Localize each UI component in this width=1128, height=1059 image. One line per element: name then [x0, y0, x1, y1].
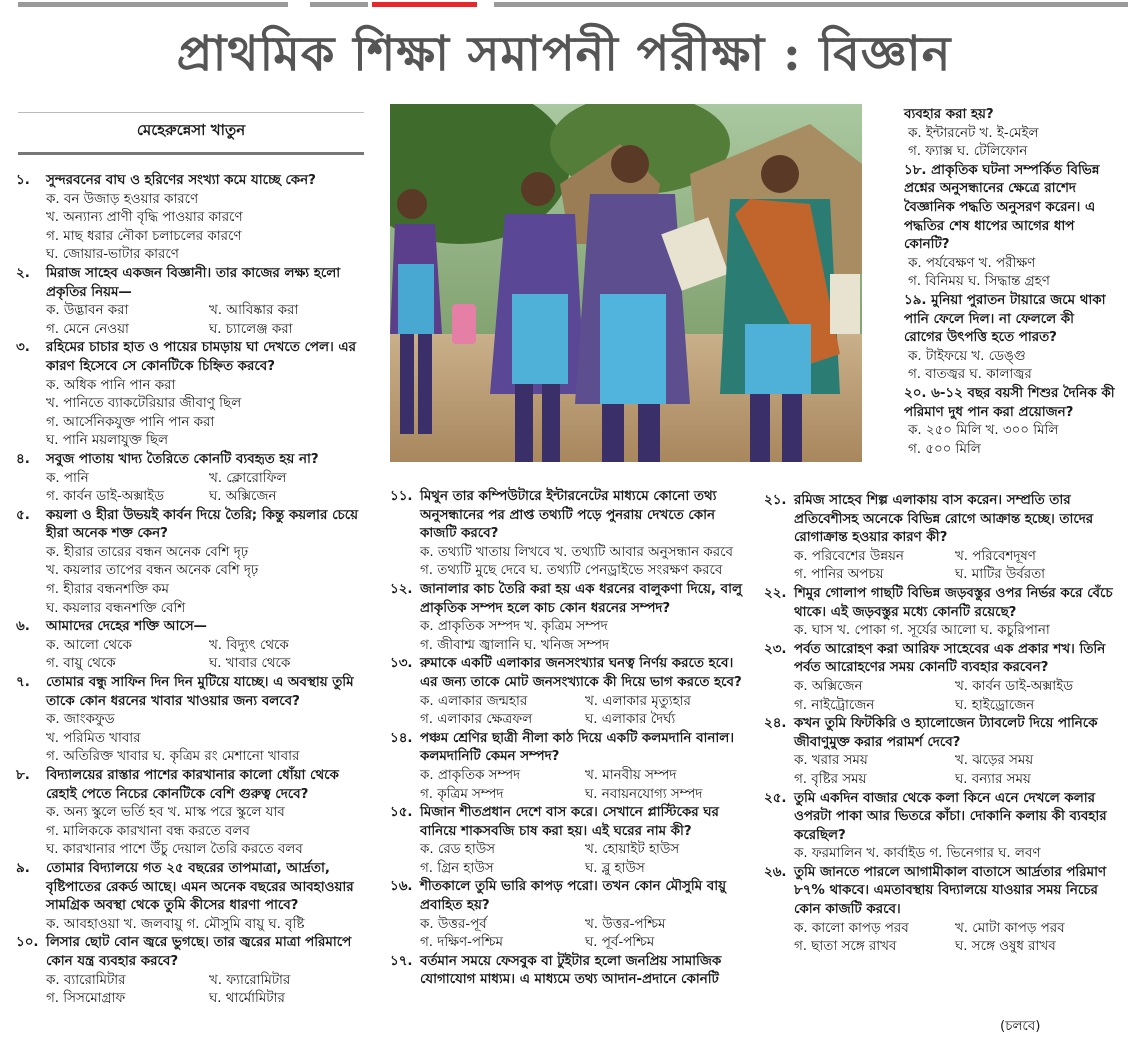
photo-illustration	[390, 104, 862, 462]
question-number: ১১.	[390, 489, 413, 504]
option-row	[794, 938, 1116, 957]
question-item	[764, 715, 1116, 789]
answer-option: ঘ. পানি ময়লাযুক্ত ছিল	[46, 433, 168, 449]
question-number: ১.	[16, 173, 30, 188]
answer-options	[904, 348, 1116, 385]
answer-option: ক. উত্তর-পূর্ব	[420, 916, 487, 932]
question-text	[16, 860, 372, 916]
answer-option: গ. জীবাশ্ম জ্বালানি ঘ. খনিজ সম্পদ	[420, 637, 610, 653]
answer-option: গ. মাছ ধরার নৌকা চলাচলের কারণে	[46, 228, 242, 244]
answer-option: ক. পানি	[46, 470, 89, 486]
answer-option: গ. বাতজ্বর ঘ. কালাজ্বর	[908, 367, 1032, 383]
question-stem: তোমার বিদ্যালয়ে গত ২৫ বছরের তাপমাত্রা, আর্দ্রতা, বৃষ্টিপাতের রেকর্ড আছে। এমন অনেক বছরের আবহাওয়ার সামগ্রিক অবস্থা থেকে তুমি কীসের ধারণা পাবে?	[46, 860, 354, 914]
question-stem: তোমার বন্ধু সাফিন দিন দিন মুটিয়ে যাচ্ছে। এ অবস্থায় তুমি তাকে কোন ধরনের খাবার খাওয়ার জন্য বলবে?	[46, 675, 354, 709]
question-stem: সবুজ পাতায় খাদ্য তৈরিতে কোনটি ব্যবহৃত হয় না?	[46, 451, 319, 467]
column-1	[16, 172, 372, 1009]
option-row	[420, 841, 750, 860]
question-text	[764, 790, 1116, 846]
answer-option: ঘ. চ্যালেঞ্জ করা	[209, 321, 293, 337]
question-number: ১৩.	[390, 656, 413, 672]
question-item	[390, 488, 750, 581]
question-item	[16, 767, 372, 860]
answer-option: ক. আলো থেকে	[46, 637, 132, 653]
top-bar-gray-left	[18, 2, 288, 7]
question-number: ২৫.	[764, 790, 787, 806]
answer-options	[16, 804, 372, 860]
headline: প্রাথমিক শিক্ষা সমাপনী পরীক্ষা : বিজ্ঞান	[176, 26, 952, 82]
answer-option: ক. টাইফয়ে খ. ডেঙ্গু	[908, 348, 1026, 364]
option-row	[794, 566, 1116, 585]
answer-option: ক. পরিবেশের উন্নয়ন	[794, 548, 904, 564]
answer-options	[16, 711, 372, 767]
answer-option: খ. ঝড়ের সময়	[955, 753, 1034, 769]
question-number: ৮.	[16, 768, 30, 783]
answer-options	[16, 972, 372, 1009]
question-text	[764, 715, 1116, 752]
answer-options	[16, 637, 372, 674]
answer-option: গ. দক্ষিণ-পশ্চিম	[420, 935, 503, 951]
question-item	[764, 641, 1116, 715]
question-stem: তুমি একদিন বাজার থেকে কলা কিনে এনে দেখলে কলার ওপরটা পাকা আর ভিতরে কাঁচা। দোকানি কলায় কী ব্যবহার করেছিল?	[794, 790, 1107, 843]
question-item	[16, 451, 372, 507]
answer-option: গ. গ্রিন হাউস	[420, 860, 494, 876]
option-row	[420, 767, 750, 786]
answer-options	[16, 302, 372, 339]
question-text	[904, 292, 1116, 348]
question-stem: মিজান শীতপ্রধান দেশে বাস করে। সেখানে প্লাস্টিকের ঘর বানিয়ে শাকসবজি চাষ করা হয়। এই ঘরের নাম কী?	[420, 805, 719, 839]
option-row	[420, 934, 750, 953]
question-stem: ৬-১২ বছর বয়সী শিশুর দৈনিক কী পরিমাণ দুধ পান করা প্রয়োজন?	[904, 385, 1115, 420]
question-stem: মুনিয়া পুরাতন টায়ারে জমে থাকা পানি ফেলে দিল। না ফেললে কী রোগের উৎপত্তি হতে পারত?	[904, 292, 1106, 346]
question-continuation: ব্যবহার করা হয়?	[904, 107, 994, 122]
option-row	[420, 693, 750, 712]
question-item	[904, 162, 1116, 292]
question-text	[764, 641, 1116, 678]
question-item	[764, 864, 1116, 957]
question-stem: পর্বত আরোহণ করা আরিফ সাহেবের এক প্রকার শখ। তিনি পর্বত আরোহণের সময় কোনটি ব্যবহার করবেন?	[794, 641, 1106, 676]
question-stem: রহিমের চাচার হাত ও পায়ের চামড়ায় ঘা দেখতে পেল। এর কারণ হিসেবে সে কোনটিকে চিহ্নিত করবে?	[46, 340, 356, 374]
answer-option: ক. রেড হাউস	[420, 842, 495, 858]
question-text	[390, 581, 750, 618]
question-number: ২৩.	[764, 641, 787, 657]
answer-option: গ. আর্সেনিকযুক্ত পানি পান করা	[46, 414, 215, 430]
answer-option: ঘ. বন্যার সময়	[955, 771, 1031, 787]
question-text	[764, 864, 1116, 920]
answer-option: খ. মোটা কাপড় পরব	[955, 920, 1065, 936]
answer-option: ক. ব্যারোমিটার	[46, 972, 126, 988]
question-text	[764, 492, 1116, 548]
answer-option: গ. এলাকার ক্ষেত্রফল	[420, 712, 533, 728]
question-text	[390, 953, 750, 990]
question-number: ২৪.	[764, 716, 787, 732]
answer-option: গ. বিনিময় ঘ. সিদ্ধান্ত গ্রহণ	[908, 274, 1050, 290]
option-row	[420, 916, 750, 935]
answer-option: খ. পরিমিত খাবার	[46, 730, 141, 746]
answer-options	[904, 422, 1116, 459]
question-text	[16, 674, 372, 711]
answer-option: ঘ. মাটির উর্বরতা	[955, 567, 1046, 583]
question-item	[390, 655, 750, 729]
question-item	[764, 585, 1116, 641]
question-number: ৬.	[16, 619, 30, 635]
answer-option: ক. ২৫০ মিলি খ. ৩০০ মিলি	[908, 423, 1059, 439]
question-stem: জানালার কাচ তৈরি করা হয় এক ধরনের বালুকণা দিয়ে, বালু প্রাকৃতিক সম্পদ হলে কাচ কোন ধরনের সম্পদ?	[420, 581, 742, 616]
question-stem: রুমাকে একটি এলাকার জনসংখ্যার ঘনত্ব নির্ণয় করতে হবে। এর জন্য তাকে মোট জনসংখ্যাকে কী দিয়ে ভাগ করতে হবে?	[420, 656, 742, 690]
question-item	[904, 385, 1116, 459]
answer-option: ঘ. খাবার থেকে	[209, 656, 291, 672]
answer-options	[764, 548, 1116, 585]
question-stem: রমিজ সাহেব শিল্প এলাকায় বাস করেন। সম্প্রতি তার প্রতিবেশীসহ অনেকে বিভিন্ন রোগে আক্রান্ত হচ্ছে। তাদের রোগাক্রান্ত হওয়ার কারণ কী?	[794, 493, 1094, 546]
question-item	[390, 804, 750, 878]
option-row	[46, 972, 372, 991]
answer-option: ঘ. থার্মোমিটার	[209, 991, 285, 1007]
option-row	[794, 920, 1116, 939]
option-row	[46, 488, 372, 507]
question-item	[390, 878, 750, 952]
answer-option: ক. কালো কাপড় পরব	[794, 920, 909, 936]
question-stem: শীতকালে তুমি ভারি কাপড় পরো। তখন কোন মৌসুমি বায়ু প্রবাহিত হয়?	[420, 879, 727, 914]
option-row	[46, 655, 372, 674]
answer-option: ঘ. এলাকার দৈর্ঘ্য	[585, 712, 676, 728]
answer-option: ক. প্রাকৃতিক সম্পদ	[420, 767, 521, 783]
answer-option: খ. ক্লোরোফিল	[209, 470, 287, 486]
question-text	[764, 585, 1116, 622]
question-number: ৫.	[16, 507, 30, 523]
answer-option: খ. পানিতে ব্যাকটেরিয়ার জীবাণু ছিল	[46, 396, 242, 412]
option-row	[420, 711, 750, 730]
answer-option: ক. তথ্যটি খাতায় লিখবে খ. তথ্যটি আবার অনুসন্ধান করবে	[420, 544, 733, 560]
answer-option: গ. মেনে নেওয়া	[46, 321, 129, 337]
question-text	[904, 385, 1116, 422]
column-3-top	[904, 106, 1116, 459]
answer-options	[390, 618, 750, 655]
option-row	[794, 697, 1116, 716]
answer-option: ক. ঘাস খ. পোকা গ. সূর্যের আলো ঘ. কচুরিপানা	[794, 623, 1050, 639]
question-text	[390, 488, 750, 544]
answer-option: গ. কার্বন ডাই-অক্সাইড	[46, 489, 164, 505]
answer-options	[16, 377, 372, 451]
question-text	[390, 655, 750, 692]
question-stem: প্রাকৃতিক ঘটনা সম্পর্কিত বিভিন্ন প্রশ্নের অনুসন্ধানের ক্ষেত্রে রাশেদ বৈজ্ঞানিক পদ্ধতি অনুসরণ করেন। এ পদ্ধতির শেষ ধাপের আগের ধাপ কোনটি?	[904, 162, 1100, 253]
author-byline: মেহেরুন্নেসা খাতুন	[18, 112, 364, 155]
answer-option: ক. অক্সিজেন	[794, 678, 863, 694]
answer-option: গ. ছাতা সঙ্গে রাখব	[794, 939, 897, 955]
photo-schoolgirls	[390, 104, 862, 462]
answer-option: ক. আবহাওয়া খ. জলবায়ু গ. মৌসুমি বায়ু ঘ. বৃষ্টি	[46, 916, 305, 932]
option-row	[794, 548, 1116, 567]
answer-option: ঘ. জোয়ার-ভাটার কারণে	[46, 247, 179, 263]
question-text	[390, 730, 750, 767]
answer-options	[16, 470, 372, 507]
answer-options	[390, 544, 750, 581]
question-stem: পঞ্চম শ্রেণির ছাত্রী নীলা কাঠ দিয়ে একটি কলমদানি বানাল। কলমদানিটি কেমন সম্পদ?	[420, 730, 735, 765]
answer-option: ক. পর্যবেক্ষণ খ. পরীক্ষণ	[908, 255, 1036, 271]
top-color-bar	[0, 0, 1128, 8]
option-row	[794, 678, 1116, 697]
answer-option: ক. উদ্ভাবন করা	[46, 303, 129, 319]
answer-option: ঘ. অক্সিজেন	[209, 489, 277, 505]
question-item	[764, 790, 1116, 864]
option-row	[46, 302, 372, 321]
answer-option: খ. পরিবেশদূষণ	[955, 548, 1036, 564]
question-number: ২২.	[764, 585, 787, 601]
answer-option: গ. ফ্যাক্স ঘ. টেলিফোন	[908, 144, 1028, 160]
question-number: ১৯.	[904, 292, 932, 308]
answer-option: ক. এলাকার জন্মহার	[420, 693, 528, 709]
question-item	[390, 581, 750, 655]
answer-option: ঘ. সঙ্গে ওষুধ রাখব	[955, 939, 1056, 955]
question-number: ১৫.	[390, 805, 413, 821]
question-stem: শিমুর গোলাপ গাছটি বিভিন্ন জড়বস্তুর ওপর নির্ভর করে বেঁচে থাকে। এই জড়বস্তুর মধ্যে কোনটি রয়েছে?	[794, 585, 1113, 620]
question-stem: লিসার ছোট বোন জ্বরে ভুগছে। তার জ্বরের মাত্রা পরিমাপে কোন যন্ত্র ব্যবহার করবে?	[46, 935, 352, 969]
answer-options	[764, 622, 1116, 641]
question-item	[904, 292, 1116, 385]
answer-option: গ. হীরার বন্ধনশক্তি কম	[46, 582, 169, 598]
question-text	[16, 451, 372, 470]
question-number: ৪.	[16, 451, 30, 467]
question-item	[16, 860, 372, 934]
answer-option: খ. অন্যান্য প্রাণী বৃদ্ধি পাওয়ার কারণে	[46, 210, 243, 226]
option-row	[46, 321, 372, 340]
option-row	[794, 752, 1116, 771]
answer-option: গ. সিসমোগ্রাফ	[46, 991, 126, 1007]
answer-options	[904, 255, 1116, 292]
question-item	[16, 507, 372, 619]
answer-option: গ. অতিরিক্ত খাবার ঘ. কৃত্রিম রং মেশানো খাবার	[46, 749, 300, 765]
answer-option: খ. আবিষ্কার করা	[209, 303, 299, 319]
answer-option: ক. অধিক পানি পান করা	[46, 377, 176, 393]
answer-option: খ. এলাকার মৃত্যুহার	[585, 693, 691, 709]
answer-option: ক. জাংকফুড	[46, 712, 115, 728]
question-item	[16, 172, 372, 265]
question-item	[16, 674, 372, 767]
question-item	[16, 618, 372, 674]
question-stem: কয়লা ও হীরা উভয়ই কার্বন দিয়ে তৈরি; কিন্তু কয়লার চেয়ে হীরা অনেক শক্ত কেন?	[46, 507, 358, 542]
question-number: ২০.	[904, 385, 932, 401]
column-3	[764, 492, 1116, 957]
answer-option: খ. মানবীয় সম্পদ	[585, 767, 677, 783]
answer-option: ক. বন উজাড় হওয়ার কারণে	[46, 191, 199, 207]
answer-option: গ. মালিককে কারখানা বন্ধ করতে বলব	[46, 823, 250, 839]
answer-option: খ. কার্বন ডাই-অক্সাইড	[955, 678, 1073, 694]
answer-option: ঘ. কয়লার বন্ধনশক্তি বেশি	[46, 600, 186, 616]
question-text	[16, 618, 372, 637]
question-item	[16, 339, 372, 451]
question-stem: আমাদের দেহের শক্তি আসে—	[46, 619, 207, 635]
answer-option: গ. বৃষ্টির সময়	[794, 771, 867, 787]
question-number: ৭.	[16, 675, 30, 691]
option-row	[46, 990, 372, 1009]
question-number: ১৮.	[904, 162, 932, 178]
question-number: ১৬.	[390, 879, 413, 895]
answer-option: ঘ. ব্লু হাউস	[585, 860, 645, 876]
question-item	[16, 934, 372, 1008]
answer-options	[764, 845, 1116, 864]
answer-option: ঘ. পূর্ব-পশ্চিম	[585, 935, 655, 951]
answer-option: গ. ৫০০ মিলি	[908, 441, 981, 457]
answer-options	[390, 693, 750, 730]
question-stem: তুমি জানতে পারলে আগামীকাল বাতাসে আর্দ্রতার পরিমাণ ৮৭% থাকবে। এমতাবস্থায় বিদ্যালয়ে যাওয়ার সময় নিচের কোন কাজটি করবে।	[794, 864, 1107, 918]
question-stem: কখন তুমি ফিটকিরি ও হ্যালোজেন ট্যাবলেট দিয়ে পানিকে জীবাণুমুক্ত করার পরামর্শ দেবে?	[794, 716, 1098, 750]
answer-option: খ. বিদ্যুৎ থেকে	[209, 637, 289, 653]
question-stem: মিরাজ সাহেব একজন বিজ্ঞানী। তার কাজের লক্ষ্য হলো প্রকৃতির নিয়ম—	[46, 265, 341, 300]
answer-option: ক. ফরমালিন খ. কার্বাইড গ. ভিনেগার ঘ. লবণ	[794, 846, 1041, 862]
option-row	[46, 637, 372, 656]
question-number: ১২.	[390, 581, 413, 597]
top-bar-red	[372, 2, 477, 7]
question-stem: বিদ্যালয়ের রাস্তার পাশের কারখানার কালো ধোঁয়া থেকে রেহাই পেতে নিচের কোনটিকে বেশি গুরুত্ব দেবে?	[46, 768, 339, 802]
answer-option: খ. উত্তর-পশ্চিম	[585, 916, 666, 932]
question-item	[764, 492, 1116, 585]
option-row	[46, 470, 372, 489]
question-text	[16, 172, 372, 191]
top-bar-gray-mid	[310, 2, 368, 7]
answer-option: ক. ইন্টারনেট খ. ই-মেইল	[908, 125, 1039, 141]
answer-option: ঘ. হাইড্রোজেন	[955, 697, 1035, 713]
answer-option: খ. কয়লার তাপের বন্ধন অনেক বেশি দৃঢ়	[46, 563, 259, 579]
question-number: ১৭.	[390, 953, 413, 969]
answer-option: খ. হোয়াইট হাউস	[585, 842, 680, 858]
answer-option: গ. কৃত্রিম সম্পদ	[420, 786, 504, 802]
option-row	[420, 860, 750, 879]
question-stem: সুন্দরবনের বাঘ ও হরিণের সংখ্যা কমে যাচ্ছে কেন?	[46, 173, 316, 188]
answer-option: ক. অন্য স্কুলে ভর্তি হব খ. মাস্ক পরে স্কুলে যাব	[46, 805, 285, 821]
answer-options	[390, 767, 750, 804]
option-row	[794, 771, 1116, 790]
question-item	[390, 953, 750, 990]
question-number: ১০.	[16, 935, 39, 951]
question-text	[904, 162, 1116, 255]
question-text	[16, 507, 372, 544]
question-number: ২১.	[764, 493, 787, 508]
answer-option: ক. হীরার তারের বন্ধন অনেক বেশি দৃঢ়	[46, 544, 249, 560]
question-number: ১৪.	[390, 730, 413, 746]
answer-options	[390, 841, 750, 878]
question-text	[390, 878, 750, 915]
answer-option: গ. নাইট্রোজেন	[794, 697, 875, 713]
question-item	[16, 265, 372, 339]
answer-options	[764, 678, 1116, 715]
answer-options	[390, 916, 750, 953]
answer-options	[16, 544, 372, 618]
answer-option: গ. পানির অপচয়	[794, 567, 884, 583]
answer-option: ঘ. নবায়নযোগ্য সম্পদ	[585, 786, 703, 802]
question-number: ৯.	[16, 860, 30, 876]
question-stem: মিথুন তার কম্পিউটারে ইন্টারনেটের মাধ্যমে কোনো তথ্য অনুসন্ধানের পর প্রাপ্ত তথ্যটি পড়ে পুনরায় দেখতে কোন কাজটি করবে?	[420, 489, 717, 542]
question-text	[16, 339, 372, 376]
question-number: ২.	[16, 265, 30, 281]
answer-options	[904, 125, 1116, 162]
answer-options	[16, 916, 372, 935]
option-row	[420, 786, 750, 805]
question-stem: বর্তমান সময়ে ফেসবুক বা টুইটার হলো জনপ্রিয় সামাজিক যোগাযোগ মাধ্যম। এ মাধ্যমে তথ্য আদান-প্রদানে কোনটি	[420, 953, 722, 988]
answer-option: গ. বায়ু থেকে	[46, 656, 116, 672]
question-number: ২৬.	[764, 864, 787, 880]
column-2	[390, 488, 750, 990]
top-bar-gray-right	[494, 2, 1128, 7]
question-item	[390, 730, 750, 804]
question-text	[16, 265, 372, 302]
continued-marker: (চলবে)	[1000, 1019, 1041, 1034]
answer-options	[16, 191, 372, 265]
answer-options	[764, 752, 1116, 789]
answer-option: ক. প্রাকৃতিক সম্পদ খ. কৃত্রিম সম্পদ	[420, 619, 608, 635]
answer-options	[764, 920, 1116, 957]
answer-option: ক. খরার সময়	[794, 753, 868, 769]
question-text	[16, 767, 372, 804]
question-number: ৩.	[16, 340, 30, 356]
answer-option: খ. ফ্যারোমিটার	[209, 972, 291, 988]
answer-option: ঘ. কারখানার পাশে উঁচু দেয়াল তৈরি করতে বলব	[46, 842, 303, 858]
question-text	[390, 804, 750, 841]
question-text	[16, 934, 372, 971]
answer-option: গ. তথ্যটি মুছে দেবে ঘ. তথ্যটি পেনড্রাইভে সংরক্ষণ করবে	[420, 563, 723, 579]
